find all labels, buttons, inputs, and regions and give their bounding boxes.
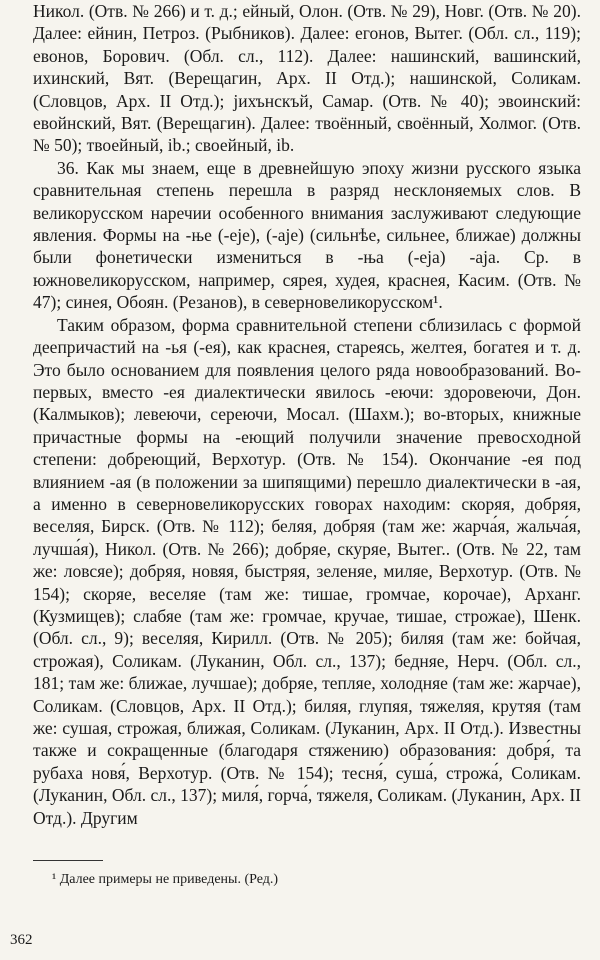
paragraph-1: Никол. (Отв. № 266) и т. д.; ейный, Олон. (Отв. № 29), Новг. (Отв. № 20). Далее: ейнин, Петроз. (Рыбников). Далее: егонов, Вытег. (Обл. сл., 119); евонов, Борович. (Обл. сл., 112). Далее: нашинский, вашинский, ихинский, Вят. (Верещагин, Арх. II Отд.); нашинской, Соликам. (Словцов, Арх. II Отд.); jихънскъй, Самар. (Отв. № 40); эвоинский: евойнский, Вят. (Верещагин). Далее: твоённый, своённый, Холмог. (Отв. № 50); твоейный, ib.; своейный, ib. bbox=[33, 1, 581, 156]
footnote: ¹ Далее примеры не приведены. (Ред.) bbox=[52, 872, 279, 887]
paragraph-2: 36. Как мы знаем, еще в древнейшую эпоху жизни русского языка сравнительная степень перешла в разряд несклоняемых слов. В великорусском наречии особенного внимания заслуживают следующие явления. Формы на -ње (-eje), (-aje) (сильнѣе, сильнее, ближае) должны были фонетически измениться в -ња (-eja) -aja. Ср. в южновеликорусском, например, сярея, худея, краснея, Касим. (Отв. № 47); синея, Обоян. (Резанов), в северновеликорусском¹. bbox=[33, 157, 581, 313]
body-text bbox=[33, 0, 581, 829]
footnote-divider bbox=[33, 860, 103, 861]
paragraph-3: Таким образом, форма сравнительной степени сблизилась с формой деепричастий на -ья (-ея), как краснея, стареясь, желтея, богатея и т. д. Это было основанием для появления целого ряда новообразований. Во-первых, вместо -ея диалектически явилось -еючи: здоровеючи, Дон. (Калмыков); левеючи, сереючи, Мосал. (Шахм.); во-вторых, книжные причастные формы на -еющий получили значение превосходной степени: добреющий, Верхотур. (Отв. № 154). Окончание -ея под влиянием -ая (в положении за шипящими) перешло диалектически в -ая, а именно в северновеликорусских говорах находим: скоряя, добряя, веселяя, Бирск. (Отв. № 112); беляя, добряя (там же: жарча́я, жальча́я, лучша́я), Никол. (Отв. № 266); добряе, скуряе, Вытег.. (Отв. № 22, там же: ловсяе); добряя, новяя, быстряя, зеленяе, миляе, Верхотур. (Отв. № 154); скоряе, веселяе (там же: тишае, громчае, корочае), Арханг. (Кузмищев); слабяе (там же: громчае, кручае, тишае, строжае), Шенк. (Обл. сл., 9); веселяя, Кирилл. (Отв. № 205); биляя (там же: бойчая, строжая), Соликам. (Луканин, Обл. сл., 137); бедняе, Нерч. (Обл. сл., 181; там же: ближае, лучшае); добряе, тепляе, холодняе (там же: жарчае), Соликам. (Словцов, Арх. II Отд.); биляя, глупяя, тяжеляя, крутяя (там же: сушая, строжая, ближая, Соликам. (Луканин, Арх. II Отд.). Известны также и сокращенные (благодаря стяжению) образования: добря́, та рубаха новя́, Верхотур. (Отв. № 154); тесня́, суша́, строжа́, Соликам. (Луканин, Обл. сл., 137); миля́, горча́, тяжеля, Соликам. (Луканин, Арх. II Отд.). Другим bbox=[33, 314, 581, 828]
page-number: 362 bbox=[10, 932, 33, 948]
